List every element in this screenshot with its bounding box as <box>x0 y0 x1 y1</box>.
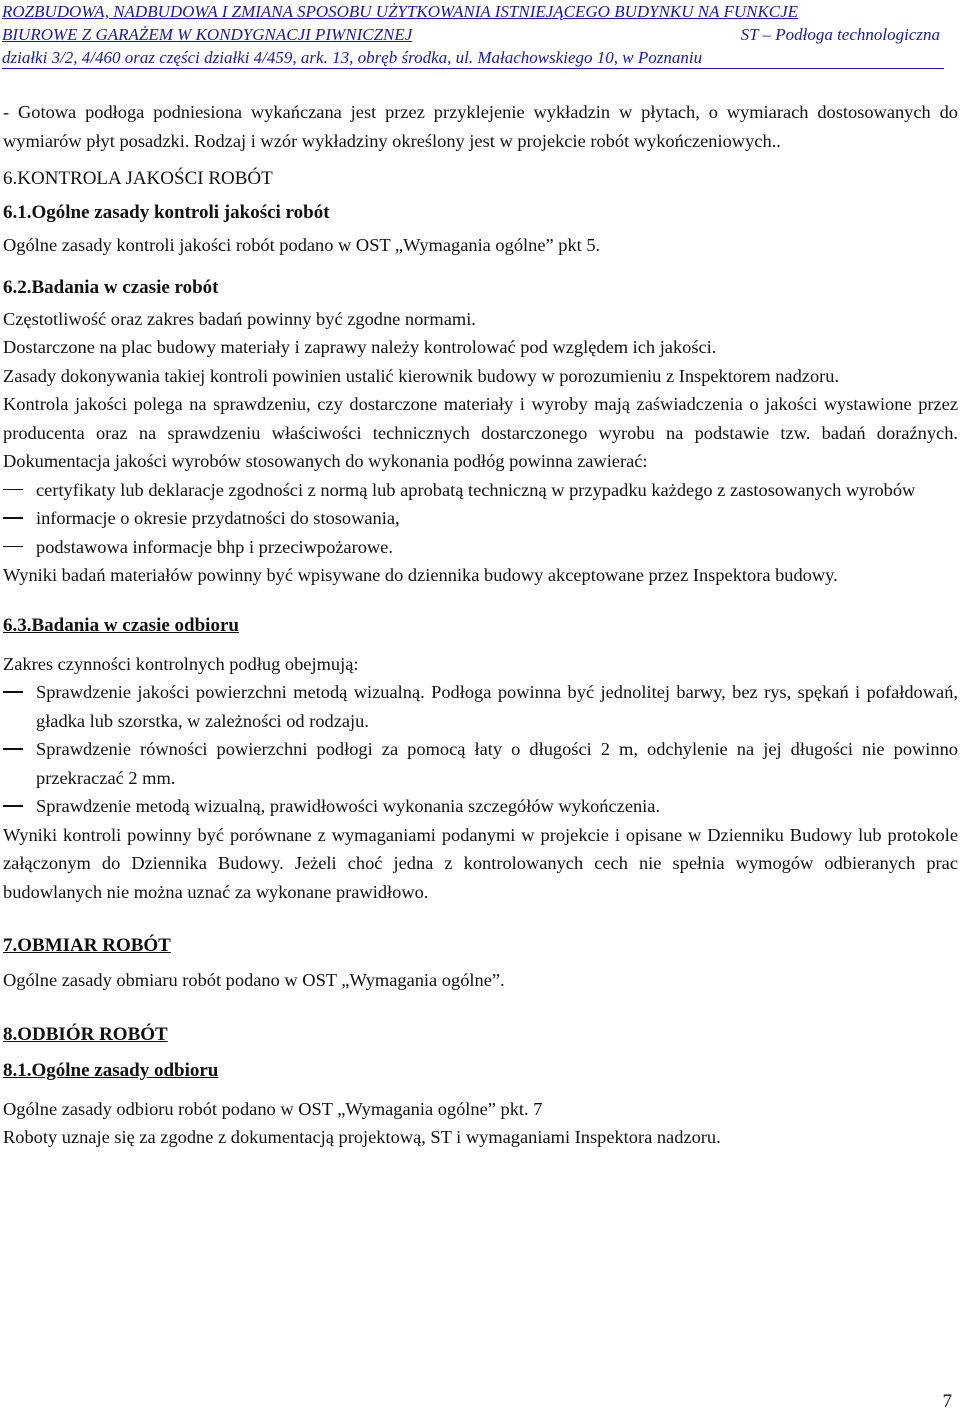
header-rule <box>2 68 944 69</box>
list-item: certyfikaty lub deklaracje zgodności z normą lub aprobatą techniczną w przypadku każdego z zastosowanych wyrobów <box>3 476 958 505</box>
dash-bullet-icon <box>3 546 23 548</box>
header-line-1 <box>2 0 952 23</box>
page-header <box>2 0 952 69</box>
header-title-2: BIUROWE Z GARAŻEM W KONDYGNACJI PIWNICZNEJ <box>2 25 413 44</box>
section-8-1-line-1: Ogólne zasady odbioru robót podano w OST „Wymagania ogólne” pkt. 7 <box>3 1098 543 1119</box>
page-number: 7 <box>942 1391 952 1412</box>
section-6-1-text: Ogólne zasady kontroli jakości robót podano w OST „Wymagania ogólne” pkt 5. <box>3 235 601 255</box>
section-6-2-title: 6.2.Badania w czasie robót <box>3 276 219 298</box>
document-body <box>3 98 958 1152</box>
header-title-1: ROZBUDOWA, NADBUDOWA I ZMIANA SPOSOBU UŻYTKOWANIA ISTNIEJĄCEGO BUDYNKU NA FUNKCJE <box>2 2 799 21</box>
header-line-3 <box>2 46 952 69</box>
intro-paragraph: - Gotowa podłoga podniesiona wykańczana jest przez przyklejenie wykładzin w płytach, o wymiarach dostosowanych do wymiarów płyt posadzki. Rodzaj i wzór wykładziny określony jest w projekcie robót wykończeniowych.. <box>3 102 958 151</box>
dash-bullet-icon <box>3 517 23 519</box>
section-8-1-line-2: Roboty uznaje się za zgodne z dokumentacją projektową, ST i wymaganiami Inspektora nadzoru. <box>3 1127 721 1147</box>
header-spec-name: ST – Podłoga technologiczna <box>740 25 940 44</box>
list-item: Sprawdzenie równości powierzchni podłogi za pomocą łaty o długości 2 m, odchylenie na jej długości nie powinno przekraczać 2 mm. <box>3 735 958 792</box>
section-6-3-title: 6.3.Badania w czasie odbioru <box>3 614 239 636</box>
section-7-text: Ogólne zasady obmiaru robót podano w OST „Wymagania ogólne”. <box>3 970 505 990</box>
dash-bullet-icon <box>3 489 23 491</box>
dash-bullet-icon <box>3 691 23 693</box>
section-6-title: 6.KONTROLA JAKOŚCI ROBÓT <box>3 168 273 189</box>
section-7-title: 7.OBMIAR ROBÓT <box>3 935 171 956</box>
section-6-3-intro: Zakres czynności kontrolnych podług obejmują: <box>3 653 359 674</box>
list-item: Sprawdzenie jakości powierzchni metodą wizualną. Podłoga powinna być jednolitej barwy, bez rys, spękań i pofałdowań, gładka lub szorstka, w zależności od rodzaju. <box>3 678 958 735</box>
section-6-2-after: Wyniki badań materiałów powinny być wpisywane do dziennika budowy akceptowane przez Inspektora budowy. <box>3 565 838 585</box>
header-line-2 <box>2 23 952 46</box>
section-6-2-para-4: Kontrola jakości polega na sprawdzeniu, czy dostarczone materiały i wyroby mają zaświadczenia o jakości wystawione przez producenta oraz na sprawdzeniu właściwości technicznych dostarczonego wyrobu na podstawie tzw. badań doraźnych. Dokumentacja jakości wyrobów stosowanych do wykonania podłóg powinna zawierać: <box>3 394 958 471</box>
list-item: informacje o okresie przydatności do stosowania, <box>3 504 958 533</box>
list-item: Sprawdzenie metodą wizualną, prawidłowości wykonania szczegółów wykończenia. <box>3 792 958 821</box>
section-8-1-title: 8.1.Ogólne zasady odbioru <box>3 1059 219 1081</box>
header-location: działki 3/2, 4/460 oraz części działki 4/459, ark. 13, obręb środka, ul. Małachowskiego 10, w Poznaniu <box>2 48 703 67</box>
section-6-2-para-2: Dostarczone na plac budowy materiały i zaprawy należy kontrolować pod względem ich jakości. <box>3 337 717 357</box>
section-6-3-after: Wyniki kontroli powinny być porównane z wymaganiami podanymi w projekcie i opisane w Dzienniku Budowy lub protokole załączonym do Dziennika Budowy. Jeżeli choć jedna z kontrolowanych cech nie spełnia wymogów odbieranych prac budowlanych nie można uznać za wykonane prawidłowo. <box>3 824 958 902</box>
list-item: podstawowa informacje bhp i przeciwpożarowe. <box>3 533 958 562</box>
section-6-1-title: 6.1.Ogólne zasady kontroli jakości robót <box>3 202 330 223</box>
section-8-title: 8.ODBIÓR ROBÓT <box>3 1023 168 1045</box>
section-6-2-para-1: Częstotliwość oraz zakres badań powinny być zgodne normami. <box>3 308 476 329</box>
section-6-2-para-3: Zasady dokonywania takiej kontroli powinien ustalić kierownik budowy w porozumieniu z Inspektorem nadzoru. <box>3 365 840 386</box>
dash-bullet-icon <box>3 805 23 807</box>
dash-bullet-icon <box>3 748 23 750</box>
